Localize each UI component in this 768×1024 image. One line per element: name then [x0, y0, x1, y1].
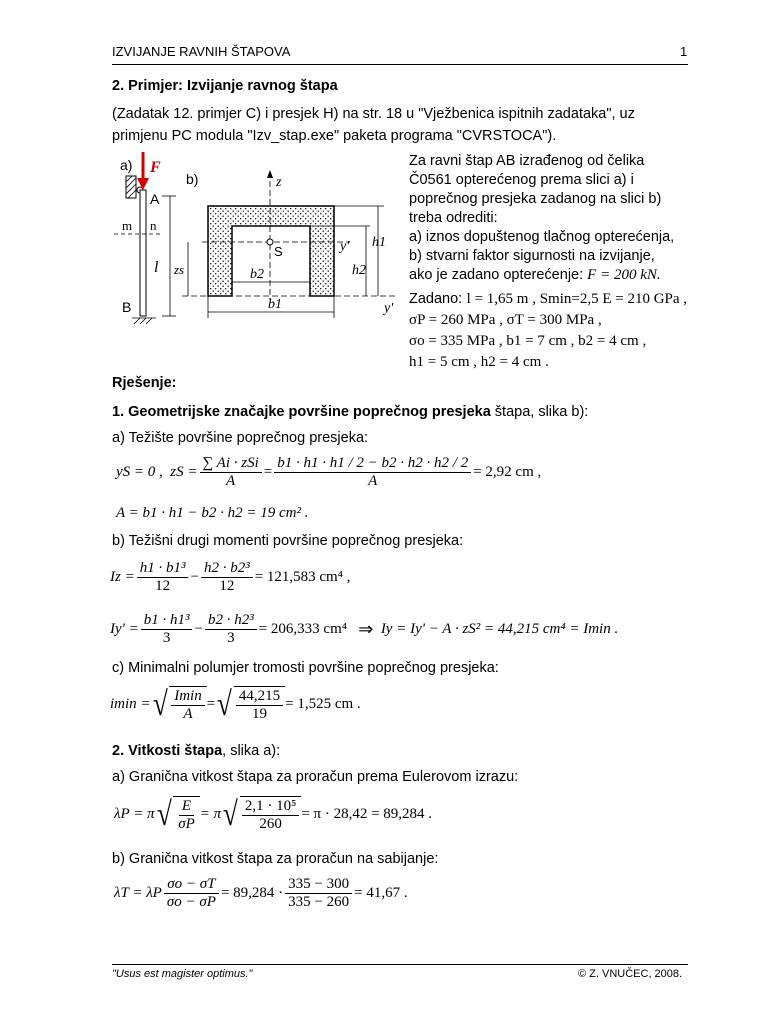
centroid-label: S: [274, 244, 283, 259]
problem-line: a) iznos dopuštenog tlačnog opterećenja,: [409, 229, 675, 245]
problem-line: treba odrediti:: [409, 210, 498, 226]
eq-lambda-t: λT = λP $\frac{\sigma o - \sigma T}{\sigma o - \sigma P}$ = 89,284 · $\frac{335 - 300}{335 - 260}$ = 41,67 .: [114, 876, 408, 910]
step2a-text: a) Granična vitkost štapa za proračun prema Eulerovom izrazu:: [112, 769, 519, 785]
problem-line: poprečnog presjeka zadanog na slici b): [409, 191, 662, 207]
fig-label-b: b): [186, 171, 199, 187]
footer-rule: [112, 964, 688, 965]
force-label: F: [150, 159, 161, 176]
problem-statement: [409, 152, 709, 285]
point-b-label: B: [122, 299, 132, 315]
point-a-label: A: [150, 191, 160, 207]
b2-label: b2: [250, 267, 264, 282]
header-rule: [112, 64, 688, 65]
y-prime-base-label: y': [384, 301, 394, 316]
y-prime-label: y': [340, 239, 350, 254]
section-n-label: n: [150, 218, 157, 233]
running-header-title: IZVIJANJE RAVNIH ŠTAPOVA: [112, 44, 291, 59]
footer-copyright: © Z. VNUČEC, 2008.: [578, 968, 683, 980]
eq-imin: imin = √ $\frac{Imin}{A}$ = √ $\frac{44,215}{19}$ = 1,525 cm .: [110, 685, 361, 723]
given-line-2: σP = 260 MPa , σT = 300 MPa ,: [409, 312, 602, 328]
fig-label-a: a): [120, 157, 133, 173]
given-line-1: l = 1,65 m , Smin=2,5 E = 210 GPa ,: [466, 291, 688, 307]
step1c-text: c) Minimalni polumjer tromosti površine poprečnog presjeka:: [112, 660, 499, 676]
b1-label: b1: [268, 297, 282, 312]
footer-motto: "Usus est magister optimus.": [112, 968, 253, 980]
z-axis-label: z: [276, 175, 282, 190]
solution-heading: Rješenje:: [112, 375, 177, 391]
eq-centroid: yS = 0 , zS = $\frac{\text{∑ Ai · zSi}}{A}$ = $\frac{b1 \cdot h1 \cdot h1 / 2 - b2 \cdot h2 \cdot h2 / 2}{A}$ = 2,92 cm ,: [116, 455, 542, 489]
cross-section: [208, 206, 334, 296]
given-line-3: σo = 335 MPa , b1 = 7 cm , b2 = 4 cm ,: [409, 333, 647, 349]
beam-figure: [112, 150, 402, 335]
beam: [140, 190, 146, 316]
given-label: Zadano:: [409, 291, 463, 307]
problem-line: Č0561 opterećenog prema slici a) i: [409, 172, 634, 188]
given-line-4: h1 = 5 cm , h2 = 4 cm .: [409, 354, 549, 370]
eq-area: A = b1 · h1 − b2 · h2 = 19 cm² .: [116, 505, 309, 521]
step1b-text: b) Težišni drugi momenti površine poprečnog presjeka:: [112, 533, 464, 549]
step2b-text: b) Granična vitkost štapa za proračun na sabijanje:: [112, 851, 439, 867]
intro-line-2: primjenu PC modula "Izv_stap.exe" paketa programa "CVRSTOCA").: [112, 128, 557, 144]
given-data: [409, 288, 687, 373]
eq-lambda-p: λP = π √ $\frac{E}{\sigma P}$ = π √ $\frac{\text{2,1 · 10⁵}}{260}$ = π · 28,42 = 89,284 .: [114, 795, 433, 833]
eq-iy: Iy' = $\frac{\text{b1 · h1³}}{3}$ − $\frac{\text{b2 · h2³}}{3}$ = 206,333 cm⁴ ⇒ Iy = Iy' − A · zS² = 44,215 cm⁴ = Imin .: [110, 612, 619, 646]
section-title: 2. Primjer: Izvijanje ravnog štapa: [112, 78, 338, 94]
problem-line: ako je zadano opterećenje:: [409, 267, 584, 283]
step1a-text: a) Težište površine poprečnog presjeka:: [112, 430, 369, 446]
problem-line: b) stvarni faktor sigurnosti na izvijanje,: [409, 248, 655, 264]
zs-label: zs: [174, 262, 185, 277]
length-label: l: [154, 259, 159, 276]
step2-heading: 2. Vitkosti štapa, slika a):: [112, 743, 281, 759]
problem-line: Za ravni štap AB izrađenog od čelika: [409, 153, 645, 169]
step1-heading: 1. Geometrijske značajke površine poprečnog presjeka štapa, slika b):: [112, 404, 589, 420]
load-value: F = 200 kN.: [587, 267, 661, 283]
h1-label: h1: [372, 235, 386, 250]
intro-line-1: (Zadatak 12. primjer C) i presjek H) na str. 18 u "Vježbenica ispitnih zadataka", uz: [112, 106, 635, 122]
page-number: 1: [680, 44, 688, 59]
h2-label: h2: [352, 263, 366, 278]
section-m-label: m: [122, 218, 133, 233]
eq-iz: Iz = $\frac{\text{h1 · b1³}}{12}$ − $\frac{\text{h2 · b2³}}{12}$ = 121,583 cm⁴ ,: [110, 560, 351, 594]
